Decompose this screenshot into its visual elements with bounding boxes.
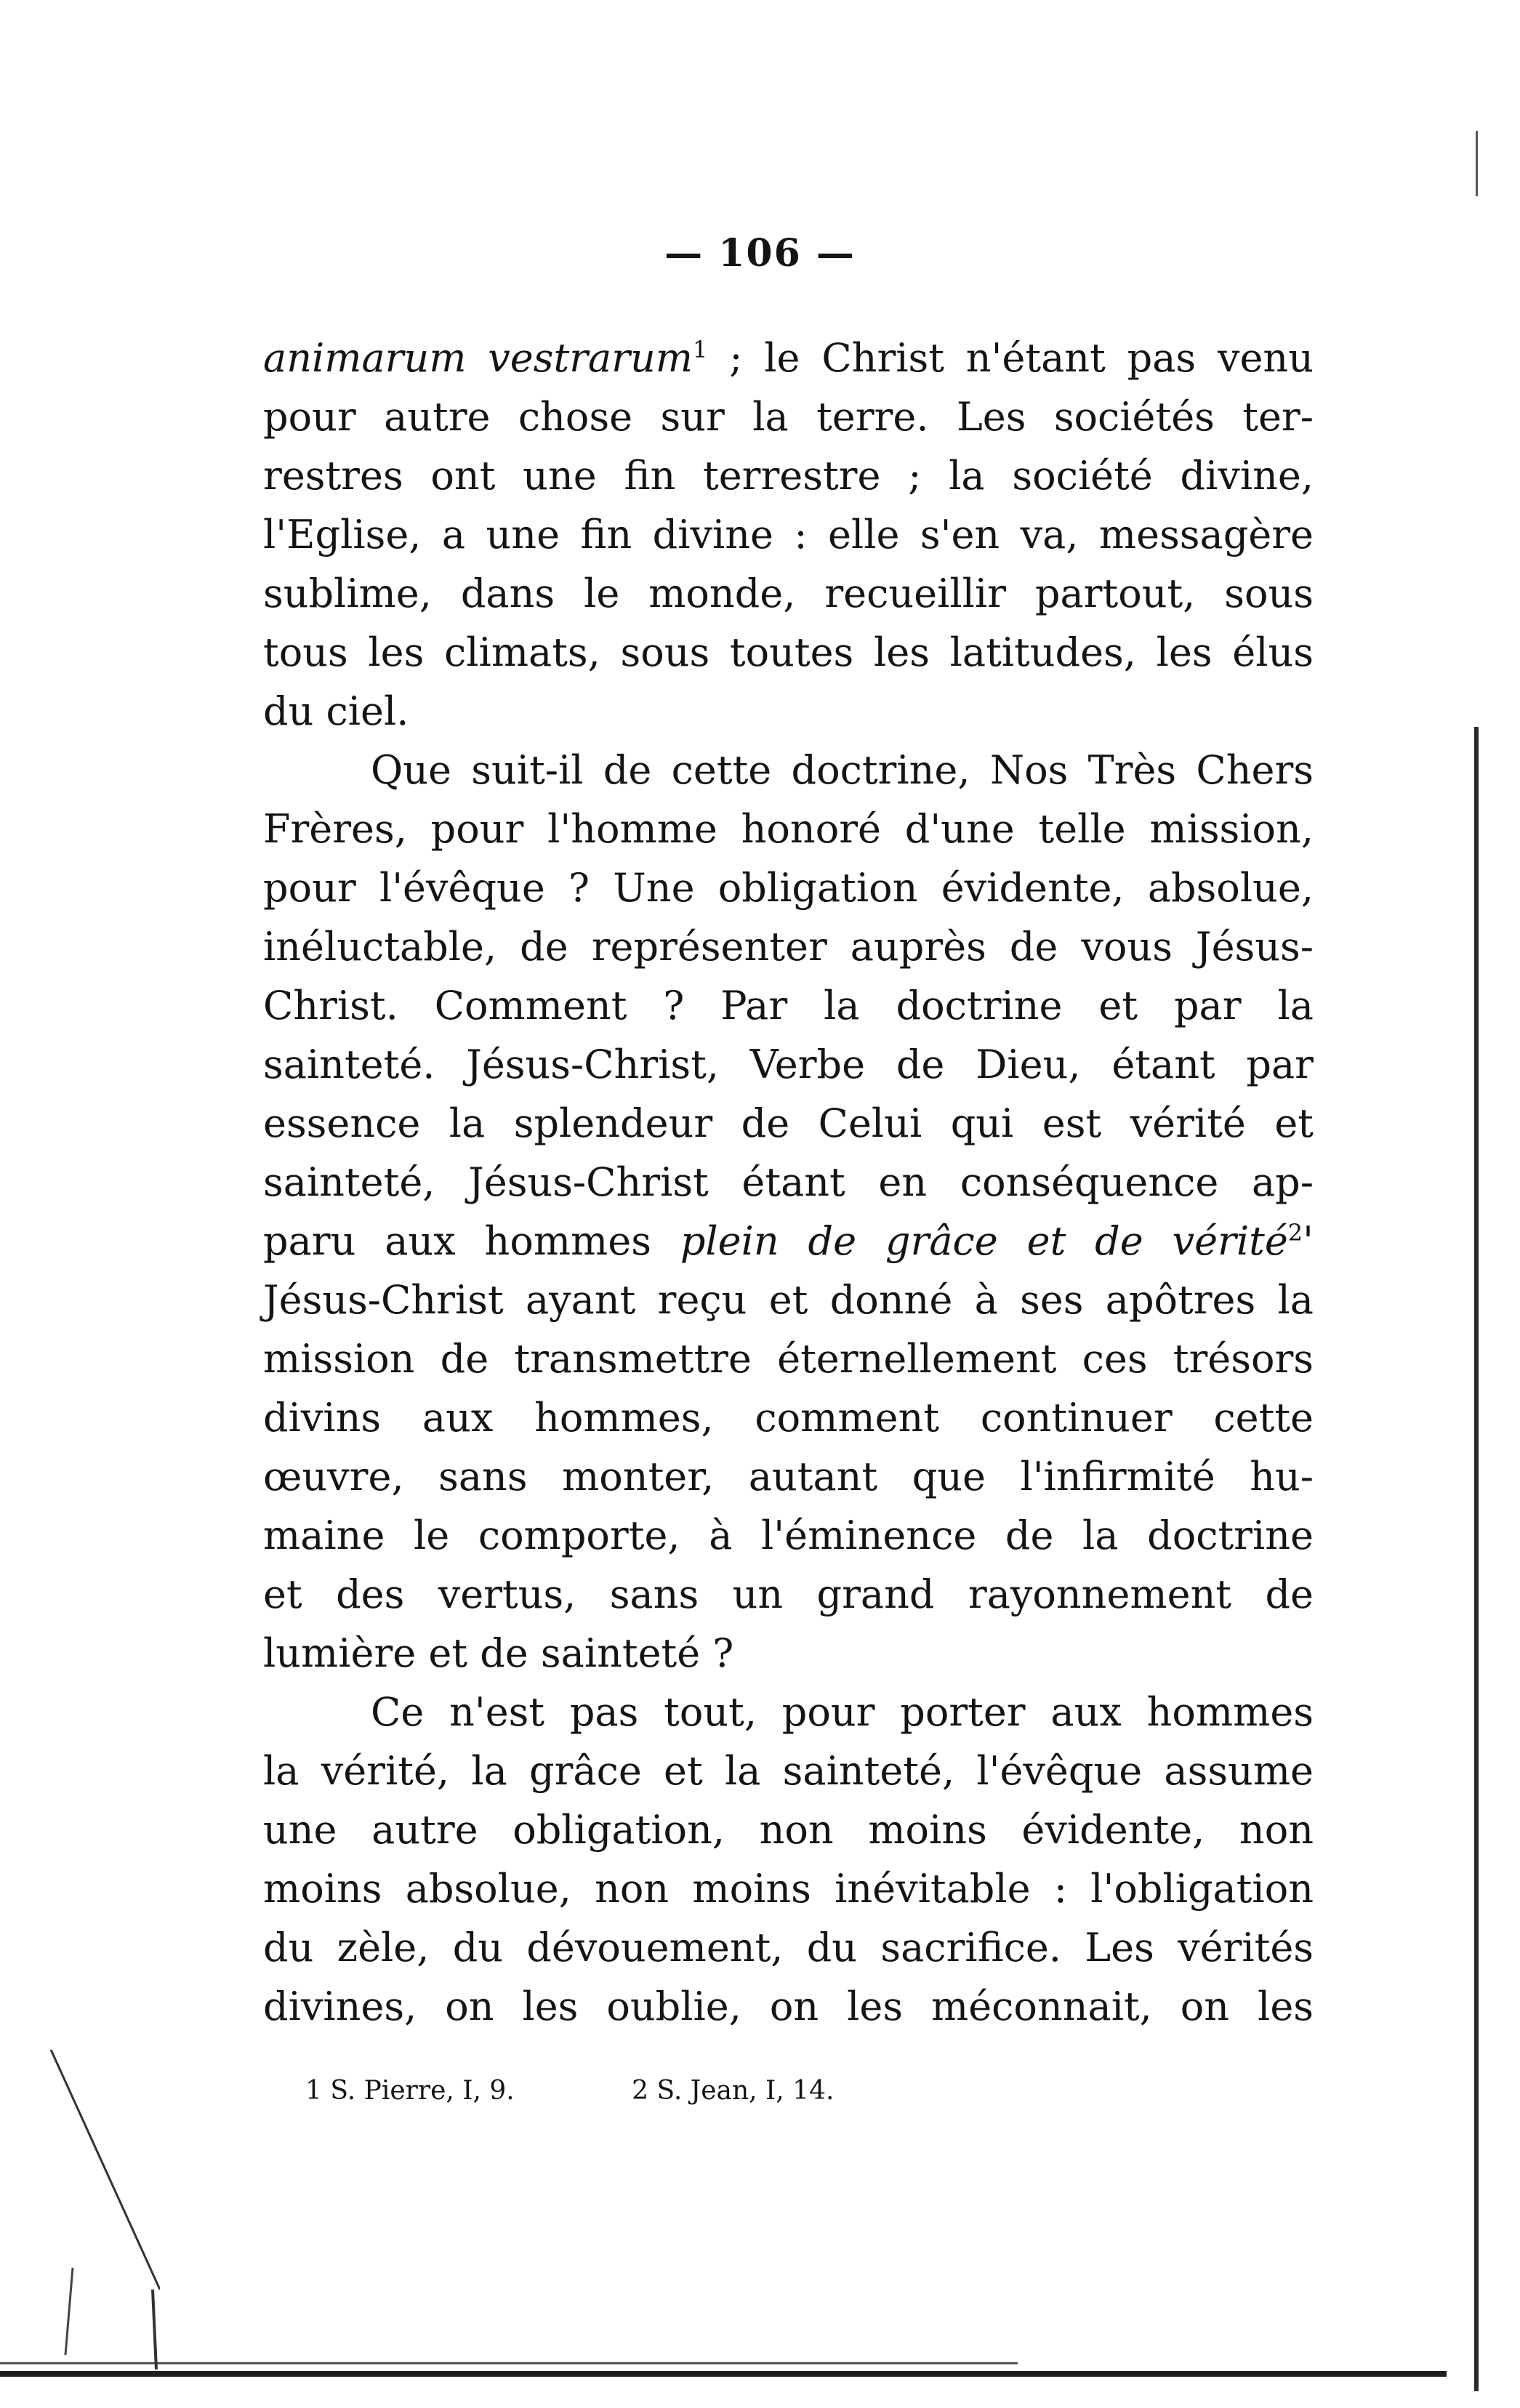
text-line xyxy=(263,1800,1314,1859)
text-line xyxy=(263,1388,1314,1447)
text-line xyxy=(263,1094,1314,1153)
footnote-2: 2 S. Jean, I, 14. xyxy=(632,2076,835,2106)
text-span: inéluctable, de représenter auprès de vous Jésus- xyxy=(263,924,1314,970)
footnote-1: 1 S. Pierre, I, 9. xyxy=(305,2076,515,2106)
footnotes xyxy=(305,2073,1105,2109)
text-span: divines, on les oublie, on les méconnait, on les xyxy=(263,1984,1314,2029)
text-span: Ce n'est pas tout, pour porter aux hommes xyxy=(371,1689,1314,1735)
text-span: pour l'évêque ? Une obligation évidente, absolue, xyxy=(263,865,1314,911)
text-span: et des vertus, sans un grand rayonnement de xyxy=(263,1571,1314,1617)
text-line xyxy=(263,917,1314,976)
text-span: essence la splendeur de Celui qui est vérité et xyxy=(263,1100,1314,1146)
text-span: l'Eglise, a une fin divine : elle s'en va, messagère xyxy=(263,512,1314,557)
text-span: plein de grâce et de vérité xyxy=(680,1218,1288,1264)
text-span: du zèle, du dévouement, du sacrifice. Les vérités xyxy=(263,1925,1314,1970)
text-line xyxy=(263,1506,1314,1565)
text-line xyxy=(263,682,1314,741)
text-line xyxy=(263,800,1314,858)
text-line xyxy=(263,1329,1314,1388)
text-line xyxy=(263,1447,1314,1506)
text-span: la vérité, la grâce et la sainteté, l'évêque assume xyxy=(263,1748,1314,1794)
text-line xyxy=(263,1624,1314,1683)
page-bottom-border xyxy=(0,2371,1447,2377)
text-line xyxy=(263,1859,1314,1918)
text-line xyxy=(263,1977,1314,2036)
text-span: sainteté, Jésus-Christ étant en conséquence ap- xyxy=(263,1159,1314,1205)
text-span: divins aux hommes, comment continuer cette xyxy=(263,1395,1314,1441)
text-span: maine le comporte, à l'éminence de la doctrine xyxy=(263,1513,1314,1558)
text-line xyxy=(263,858,1314,917)
margin-scratch-marks xyxy=(44,2050,160,2384)
text-span: lumière et de sainteté ? xyxy=(263,1630,734,1676)
text-line xyxy=(263,387,1314,446)
text-line xyxy=(263,1271,1314,1329)
text-line xyxy=(263,1918,1314,1977)
page-right-border xyxy=(1474,727,1479,2391)
text-line xyxy=(263,446,1314,505)
text-span: sublime, dans le monde, recueillir partout, sous xyxy=(263,571,1314,616)
text-span: sainteté. Jésus-Christ, Verbe de Dieu, étant par xyxy=(263,1042,1314,1087)
text-line xyxy=(263,1741,1314,1800)
text-span: tous les climats, sous toutes les latitudes, les élus xyxy=(263,629,1314,675)
text-span: œuvre, sans monter, autant que l'infirmité hu- xyxy=(263,1454,1314,1499)
text-line xyxy=(263,329,1314,387)
text-span: une autre obligation, non moins évidente, non xyxy=(263,1807,1314,1853)
text-span: Christ. Comment ? Par la doctrine et par la xyxy=(263,983,1314,1028)
footnote-ref: 2 xyxy=(1287,1219,1303,1247)
text-line xyxy=(263,1565,1314,1624)
text-span: ' xyxy=(1303,1218,1314,1264)
text-span: du ciel. xyxy=(263,688,409,734)
text-line xyxy=(263,1683,1314,1741)
text-span: Frères, pour l'homme honoré d'une telle mission, xyxy=(263,806,1314,852)
text-line xyxy=(263,976,1314,1035)
text-line xyxy=(263,1153,1314,1212)
text-line xyxy=(263,623,1314,682)
text-span: Jésus-Christ ayant reçu et donné à ses apôtres la xyxy=(263,1277,1314,1323)
page-number: — 106 — xyxy=(664,231,856,275)
text-line xyxy=(263,1212,1314,1271)
footnote-ref: 1 xyxy=(692,336,708,363)
text-span: paru aux hommes xyxy=(263,1218,680,1264)
body-text xyxy=(263,329,1314,2036)
text-line xyxy=(263,505,1314,564)
text-span: Que suit-il de cette doctrine, Nos Très Chers xyxy=(371,747,1314,793)
text-line xyxy=(263,1035,1314,1094)
text-line xyxy=(263,564,1314,623)
text-span: ; le Christ n'étant pas venu xyxy=(707,335,1314,381)
text-line xyxy=(263,741,1314,800)
text-span: animarum vestrarum xyxy=(263,335,693,381)
text-span: pour autre chose sur la terre. Les sociétés ter- xyxy=(263,394,1314,440)
text-span: moins absolue, non moins inévitable : l'obligation xyxy=(263,1866,1314,1912)
page-edge-mark xyxy=(1476,131,1478,196)
text-span: restres ont une fin terrestre ; la société divine, xyxy=(263,453,1314,499)
text-span: mission de transmettre éternellement ces trésors xyxy=(263,1336,1314,1382)
